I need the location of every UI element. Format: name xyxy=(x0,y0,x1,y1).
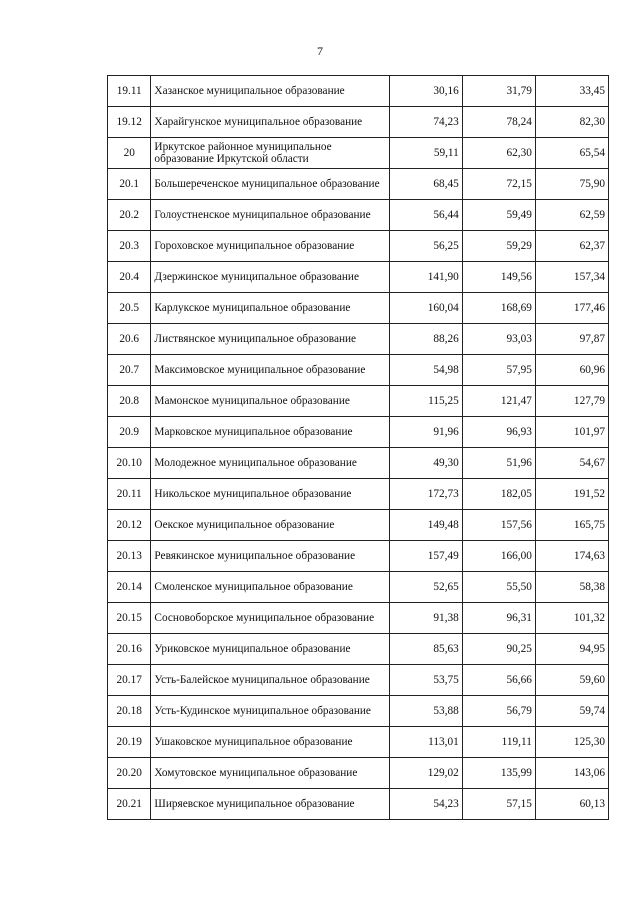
value-cell-1: 30,16 xyxy=(389,76,462,107)
value-cell-3: 127,79 xyxy=(535,386,608,417)
value-cell-3: 101,97 xyxy=(535,417,608,448)
value-cell-1: 56,25 xyxy=(389,231,462,262)
table-row xyxy=(108,727,609,758)
value-cell-2: 121,47 xyxy=(462,386,535,417)
municipality-name-cell: Ревякинское муниципальное образование xyxy=(151,541,389,572)
row-number-cell: 20.4 xyxy=(108,262,151,293)
municipality-name-cell: Дзержинское муниципальное образование xyxy=(151,262,389,293)
municipality-name-cell: Голоустненское муниципальное образование xyxy=(151,200,389,231)
value-cell-1: 56,44 xyxy=(389,200,462,231)
municipality-name-cell: Уриковское муниципальное образование xyxy=(151,634,389,665)
value-cell-1: 68,45 xyxy=(389,169,462,200)
value-cell-1: 52,65 xyxy=(389,572,462,603)
municipality-name-cell: Карлукское муниципальное образование xyxy=(151,293,389,324)
table-row xyxy=(108,386,609,417)
value-cell-2: 59,29 xyxy=(462,231,535,262)
row-number-cell: 20.7 xyxy=(108,355,151,386)
value-cell-3: 165,75 xyxy=(535,510,608,541)
value-cell-2: 182,05 xyxy=(462,479,535,510)
municipality-name-cell: Усть-Кудинское муниципальное образование xyxy=(151,696,389,727)
table-row xyxy=(108,448,609,479)
table-row xyxy=(108,665,609,696)
value-cell-3: 62,37 xyxy=(535,231,608,262)
value-cell-1: 74,23 xyxy=(389,107,462,138)
row-number-cell: 20.3 xyxy=(108,231,151,262)
table-row xyxy=(108,107,609,138)
tariff-table xyxy=(107,75,609,820)
value-cell-3: 101,32 xyxy=(535,603,608,634)
value-cell-2: 96,31 xyxy=(462,603,535,634)
value-cell-1: 172,73 xyxy=(389,479,462,510)
table-row xyxy=(108,138,609,169)
table-row xyxy=(108,603,609,634)
value-cell-3: 59,60 xyxy=(535,665,608,696)
value-cell-3: 94,95 xyxy=(535,634,608,665)
municipality-name-cell: Ширяевское муниципальное образование xyxy=(151,789,389,820)
municipality-name-cell: Усть-Балейское муниципальное образование xyxy=(151,665,389,696)
value-cell-1: 149,48 xyxy=(389,510,462,541)
municipality-name-cell: Гороховское муниципальное образование xyxy=(151,231,389,262)
row-number-cell: 20 xyxy=(108,138,151,169)
value-cell-1: 85,63 xyxy=(389,634,462,665)
table-row xyxy=(108,510,609,541)
value-cell-2: 168,69 xyxy=(462,293,535,324)
value-cell-3: 191,52 xyxy=(535,479,608,510)
row-number-cell: 20.19 xyxy=(108,727,151,758)
table-row xyxy=(108,169,609,200)
value-cell-1: 113,01 xyxy=(389,727,462,758)
value-cell-3: 60,96 xyxy=(535,355,608,386)
value-cell-3: 143,06 xyxy=(535,758,608,789)
value-cell-3: 54,67 xyxy=(535,448,608,479)
table-row xyxy=(108,231,609,262)
municipality-name-cell: Сосновоборское муниципальное образование xyxy=(151,603,389,634)
value-cell-1: 88,26 xyxy=(389,324,462,355)
municipality-name-cell: Хомутовское муниципальное образование xyxy=(151,758,389,789)
value-cell-1: 59,11 xyxy=(389,138,462,169)
row-number-cell: 20.13 xyxy=(108,541,151,572)
value-cell-2: 56,66 xyxy=(462,665,535,696)
row-number-cell: 20.18 xyxy=(108,696,151,727)
row-number-cell: 20.2 xyxy=(108,200,151,231)
row-number-cell: 20.20 xyxy=(108,758,151,789)
row-number-cell: 20.17 xyxy=(108,665,151,696)
value-cell-2: 31,79 xyxy=(462,76,535,107)
page-number: 7 xyxy=(317,44,323,58)
value-cell-2: 51,96 xyxy=(462,448,535,479)
value-cell-3: 62,59 xyxy=(535,200,608,231)
value-cell-2: 56,79 xyxy=(462,696,535,727)
table-body xyxy=(108,76,609,820)
municipality-name-cell: Большереченское муниципальное образование xyxy=(151,169,389,200)
municipality-name-cell: Харайгунское муниципальное образование xyxy=(151,107,389,138)
value-cell-2: 57,95 xyxy=(462,355,535,386)
row-number-cell: 20.5 xyxy=(108,293,151,324)
value-cell-1: 160,04 xyxy=(389,293,462,324)
row-number-cell: 20.21 xyxy=(108,789,151,820)
table-row xyxy=(108,758,609,789)
table-row xyxy=(108,262,609,293)
table-row xyxy=(108,293,609,324)
value-cell-1: 115,25 xyxy=(389,386,462,417)
table-row xyxy=(108,76,609,107)
row-number-cell: 20.1 xyxy=(108,169,151,200)
table-row xyxy=(108,696,609,727)
row-number-cell: 20.9 xyxy=(108,417,151,448)
value-cell-3: 58,38 xyxy=(535,572,608,603)
municipality-name-cell: Никольское муниципальное образование xyxy=(151,479,389,510)
table-row xyxy=(108,789,609,820)
municipality-name-cell: Ушаковское муниципальное образование xyxy=(151,727,389,758)
table-row xyxy=(108,355,609,386)
value-cell-2: 93,03 xyxy=(462,324,535,355)
value-cell-3: 33,45 xyxy=(535,76,608,107)
table-row xyxy=(108,200,609,231)
value-cell-1: 91,96 xyxy=(389,417,462,448)
value-cell-1: 157,49 xyxy=(389,541,462,572)
row-number-cell: 20.14 xyxy=(108,572,151,603)
value-cell-3: 125,30 xyxy=(535,727,608,758)
row-number-cell: 20.11 xyxy=(108,479,151,510)
value-cell-3: 177,46 xyxy=(535,293,608,324)
value-cell-2: 78,24 xyxy=(462,107,535,138)
municipality-name-cell: Иркутское районное муниципальное образование Иркутской области xyxy=(151,138,389,169)
table-row xyxy=(108,572,609,603)
row-number-cell: 20.10 xyxy=(108,448,151,479)
municipality-name-cell: Листвянское муниципальное образование xyxy=(151,324,389,355)
row-number-cell: 20.8 xyxy=(108,386,151,417)
table-row xyxy=(108,324,609,355)
row-number-cell: 20.16 xyxy=(108,634,151,665)
value-cell-1: 91,38 xyxy=(389,603,462,634)
value-cell-1: 53,88 xyxy=(389,696,462,727)
value-cell-2: 96,93 xyxy=(462,417,535,448)
value-cell-3: 157,34 xyxy=(535,262,608,293)
value-cell-2: 157,56 xyxy=(462,510,535,541)
row-number-cell: 19.11 xyxy=(108,76,151,107)
table-row xyxy=(108,479,609,510)
row-number-cell: 19.12 xyxy=(108,107,151,138)
municipality-name-cell: Марковское муниципальное образование xyxy=(151,417,389,448)
value-cell-3: 97,87 xyxy=(535,324,608,355)
value-cell-1: 129,02 xyxy=(389,758,462,789)
table-row xyxy=(108,417,609,448)
value-cell-3: 82,30 xyxy=(535,107,608,138)
value-cell-3: 75,90 xyxy=(535,169,608,200)
value-cell-3: 174,63 xyxy=(535,541,608,572)
table-row xyxy=(108,541,609,572)
value-cell-3: 65,54 xyxy=(535,138,608,169)
municipality-name-cell: Максимовское муниципальное образование xyxy=(151,355,389,386)
value-cell-1: 54,23 xyxy=(389,789,462,820)
value-cell-2: 119,11 xyxy=(462,727,535,758)
table-row xyxy=(108,634,609,665)
municipality-name-cell: Оекское муниципальное образование xyxy=(151,510,389,541)
row-number-cell: 20.15 xyxy=(108,603,151,634)
municipality-name-cell: Смоленское муниципальное образование xyxy=(151,572,389,603)
row-number-cell: 20.12 xyxy=(108,510,151,541)
municipality-name-cell: Хазанское муниципальное образование xyxy=(151,76,389,107)
value-cell-2: 62,30 xyxy=(462,138,535,169)
value-cell-3: 60,13 xyxy=(535,789,608,820)
value-cell-1: 53,75 xyxy=(389,665,462,696)
value-cell-2: 135,99 xyxy=(462,758,535,789)
value-cell-2: 166,00 xyxy=(462,541,535,572)
row-number-cell: 20.6 xyxy=(108,324,151,355)
value-cell-2: 57,15 xyxy=(462,789,535,820)
value-cell-2: 90,25 xyxy=(462,634,535,665)
value-cell-2: 72,15 xyxy=(462,169,535,200)
value-cell-1: 49,30 xyxy=(389,448,462,479)
value-cell-3: 59,74 xyxy=(535,696,608,727)
value-cell-1: 54,98 xyxy=(389,355,462,386)
value-cell-2: 149,56 xyxy=(462,262,535,293)
municipality-name-cell: Молодежное муниципальное образование xyxy=(151,448,389,479)
value-cell-2: 59,49 xyxy=(462,200,535,231)
value-cell-1: 141,90 xyxy=(389,262,462,293)
value-cell-2: 55,50 xyxy=(462,572,535,603)
municipality-name-cell: Мамонское муниципальное образование xyxy=(151,386,389,417)
